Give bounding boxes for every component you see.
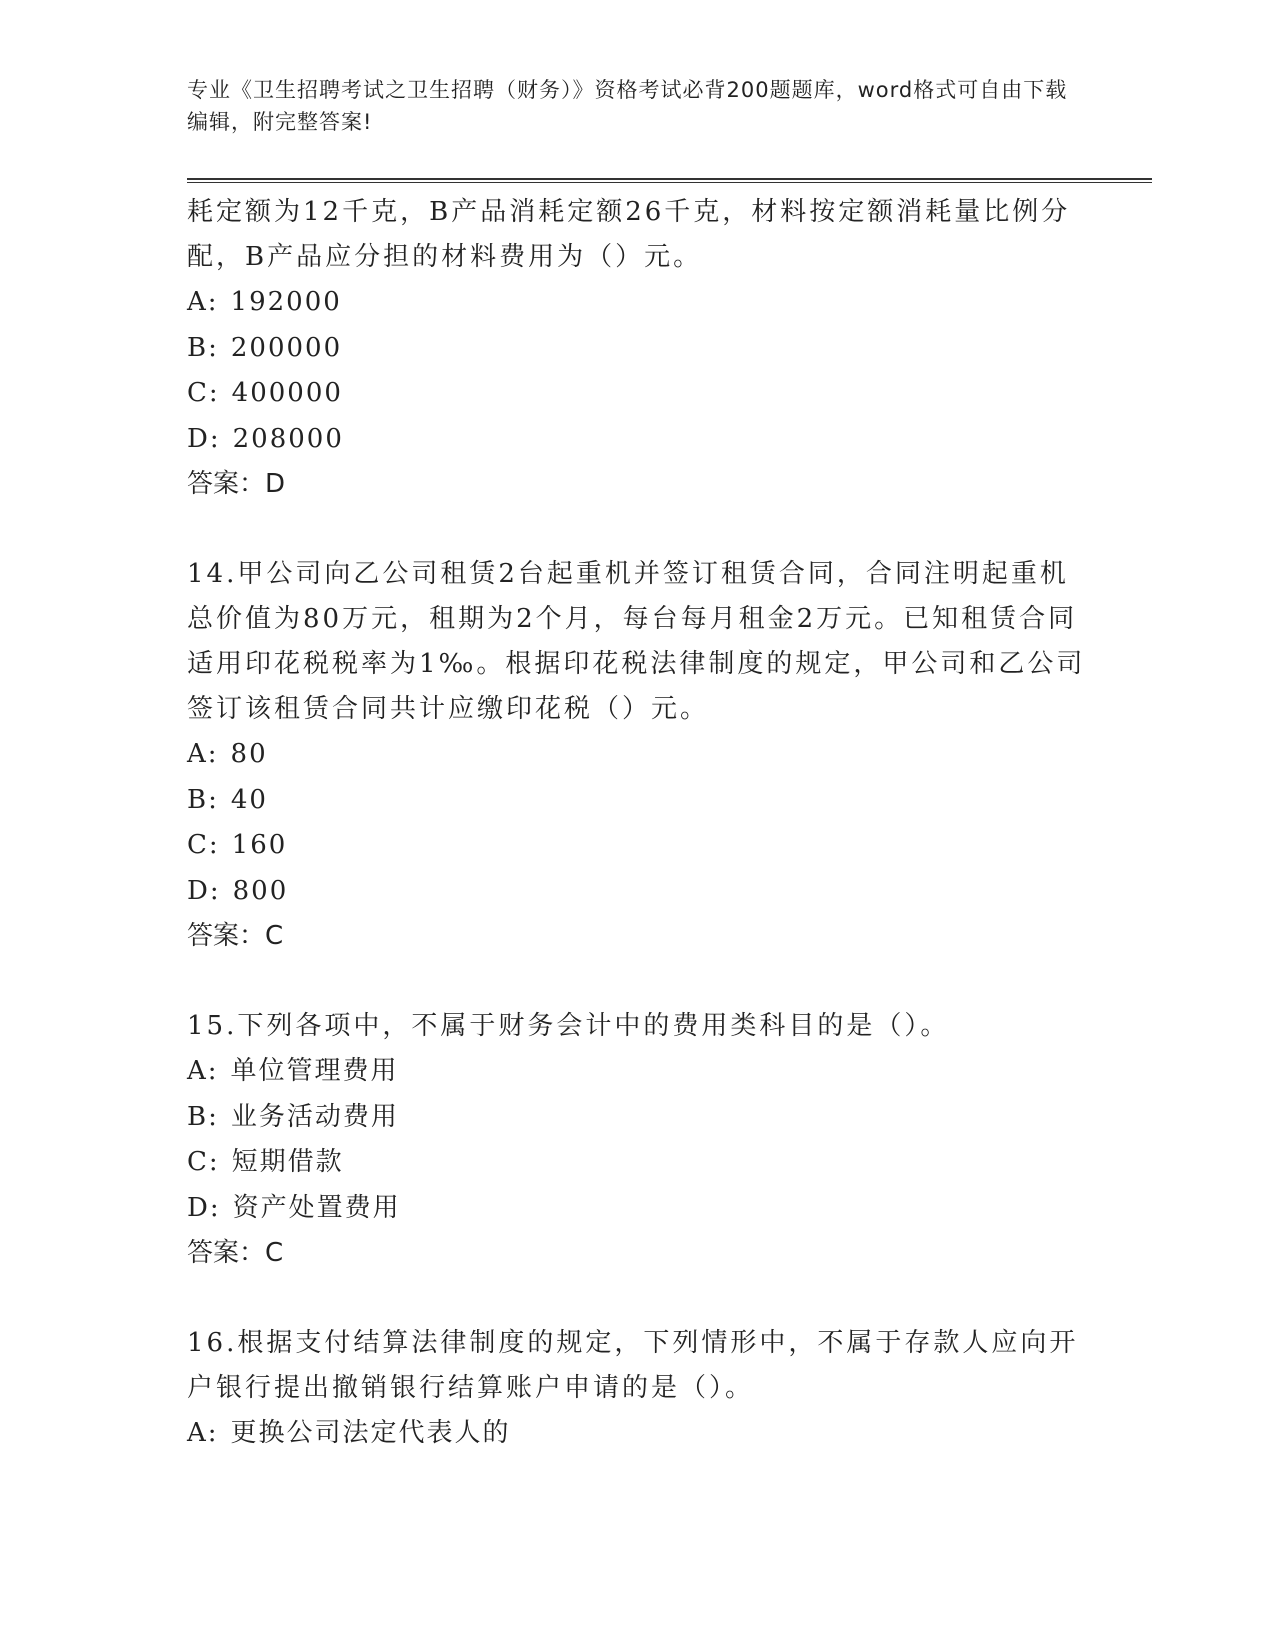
option-letter: B (187, 1101, 209, 1132)
option-b: B: 200000 (187, 326, 1087, 372)
answer-label: 答案：C (187, 921, 284, 951)
option-b: B: 40 (187, 778, 1087, 824)
header-divider-thick (187, 178, 1152, 180)
option-b: B: 业务活动费用 (187, 1095, 1087, 1141)
option-a: A: 更换公司法定代表人的 (187, 1411, 1087, 1457)
option-text: 200000 (230, 332, 343, 363)
option-text: 短期借款 (231, 1147, 344, 1177)
answer-label: 答案：C (187, 1238, 284, 1268)
option-text: 单位管理费用 (230, 1056, 399, 1086)
option-a: A: 192000 (187, 280, 1087, 326)
option-letter: A (187, 1418, 208, 1448)
option-text: 40 (230, 784, 268, 815)
option-letter: A (187, 1056, 208, 1086)
question-item (187, 190, 1087, 507)
option-c: C: 160 (187, 823, 1087, 869)
option-d: D: 资产处置费用 (187, 1186, 1087, 1232)
header-divider-thin (187, 182, 1152, 183)
option-text: 资产处置费用 (232, 1192, 401, 1223)
option-letter: A (187, 739, 208, 769)
option-text: 192000 (230, 287, 342, 317)
question-item (187, 1004, 1087, 1276)
option-letter: C (187, 830, 209, 860)
option-d: D: 800 (187, 869, 1087, 915)
option-text: 更换公司法定代表人的 (230, 1418, 511, 1448)
option-letter: D (187, 423, 210, 454)
answer-label: 答案：D (187, 469, 286, 499)
option-letter: A (187, 287, 208, 317)
option-text: 400000 (231, 378, 343, 408)
option-letter: B (187, 784, 209, 815)
option-c: C: 短期借款 (187, 1140, 1087, 1186)
question-text: 16.根据支付结算法律制度的规定，下列情形中，不属于存款人应向开户银行提出撤销银行结算账户申请的是（）。 (187, 1328, 1079, 1403)
option-text: 800 (232, 875, 289, 906)
option-a: A: 单位管理费用 (187, 1049, 1087, 1095)
option-text: 业务活动费用 (230, 1101, 399, 1132)
document-title: 专业《卫生招聘考试之卫生招聘（财务）》资格考试必背200题题库，word格式可自由下载编辑，附完整答案! (187, 78, 1068, 134)
option-letter: D (187, 1192, 210, 1223)
option-text: 208000 (232, 423, 344, 454)
question-item (187, 1321, 1087, 1457)
option-letter: D (187, 875, 210, 906)
header-divider (187, 178, 1152, 184)
question-text: 14.甲公司向乙公司租赁2台起重机并签订租赁合同，合同注明起重机总价值为80万元，租期为2个月，每台每月租金2万元。已知租赁合同适用印花税税率为1‰。根据印花税法律制度的规定，甲公司和乙公司签订该租赁合同共计应缴印花税（）元。 (187, 559, 1086, 724)
option-c: C: 400000 (187, 371, 1087, 417)
option-d: D: 208000 (187, 417, 1087, 463)
option-text: 160 (231, 830, 288, 860)
question-item (187, 552, 1087, 959)
option-letter: B (187, 332, 209, 363)
document-header (187, 74, 1087, 138)
option-letter: C (187, 378, 209, 408)
question-text: 15.下列各项中，不属于财务会计中的费用类科目的是（）。 (187, 1011, 950, 1041)
question-list (187, 190, 1087, 1457)
option-letter: C (187, 1147, 209, 1177)
option-a: A: 80 (187, 732, 1087, 778)
question-text: 耗定额为12千克，B产品消耗定额26千克，材料按定额消耗量比例分配，B产品应分担的材料费用为（）元。 (187, 197, 1071, 272)
option-text: 80 (230, 739, 268, 769)
